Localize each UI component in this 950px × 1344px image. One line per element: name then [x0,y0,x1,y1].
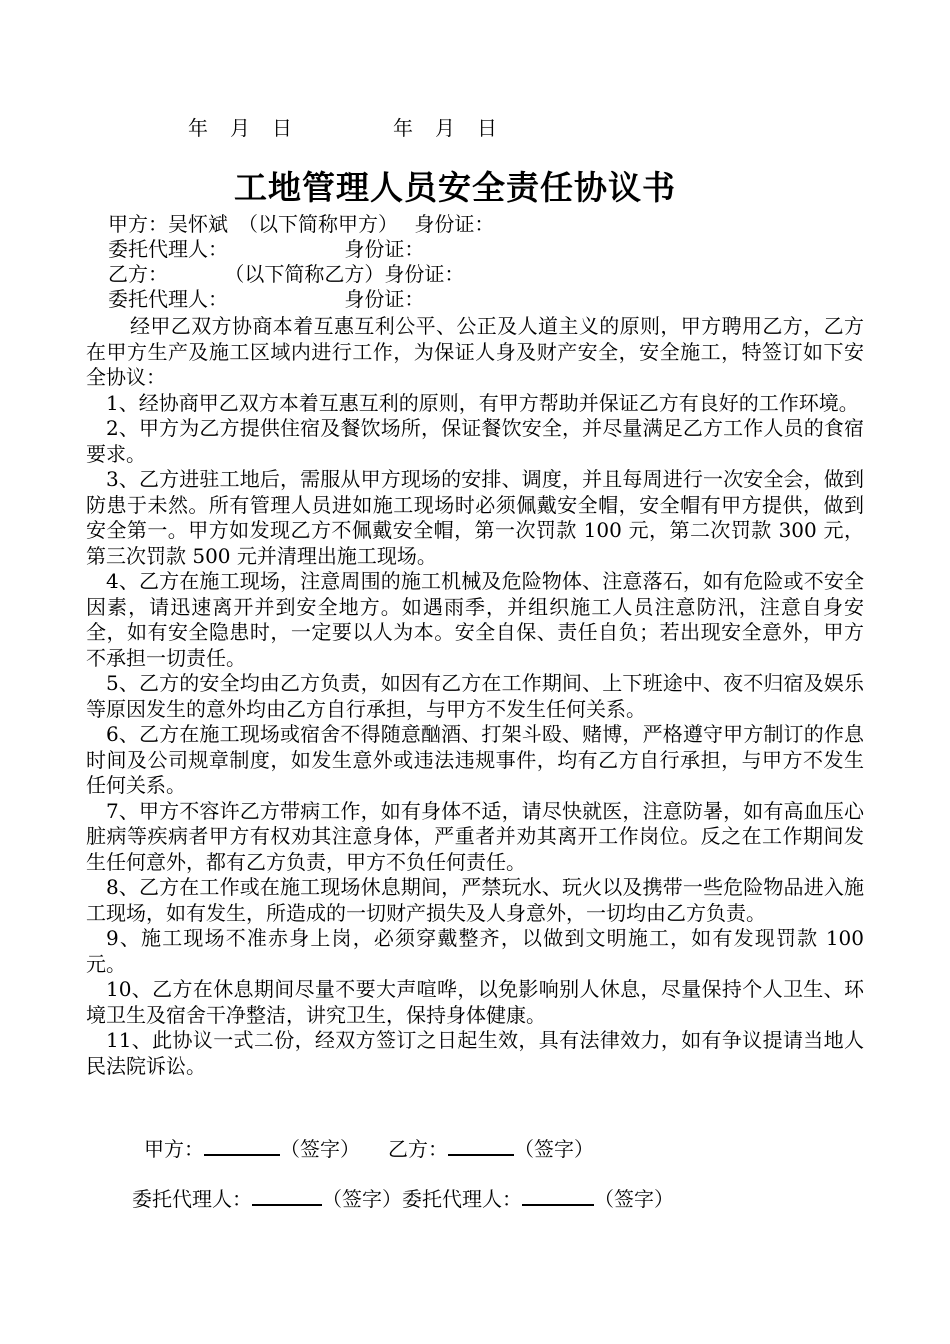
date-right: 年 月 日 [393,116,498,140]
clause-6: 6、乙方在施工现场或宿舍不得随意酗酒、打架斗殴、赌博，严格遵守甲方制订的作息时间及公司规章制度，如发生意外或违法违规事件，均有乙方自行承担，与甲方不发生任何关系。 [86,722,864,797]
agent-1-line: 委托代理人： 身份证： [108,237,425,261]
clause-5: 5、乙方的安全均由乙方负责，如因有乙方在工作期间、上下班途中、夜不归宿及娱乐等原因发生的意外均由乙方自行承担，与甲方不发生任何关系。 [86,671,864,721]
party-a-line: 甲方：吴怀斌 （以下简称甲方） 身份证： [108,212,495,236]
clause-8: 8、乙方在工作或在施工现场休息期间，严禁玩水、玩火以及携带一些危险物品进入施工现场，如有发生，所造成的一切财产损失及人身意外，一切均由乙方负责。 [86,875,864,925]
party-b-sign-blank[interactable] [448,1136,514,1156]
party-b-sign-label: 乙方： [388,1137,448,1161]
clause-7: 7、甲方不容许乙方带病工作，如有身体不适，请尽快就医，注意防暑，如有高血压心脏病等疾病者甲方有权劝其注意身体，严重者并劝其离开工作岗位。反之在工作期间发生任何意外，都有乙方负责，甲方不负任何责任。 [86,798,864,874]
agent-2-sign-note: （签字） [594,1187,674,1211]
agent-2-sign-blank[interactable] [522,1186,594,1206]
clause-11: 11、此协议一式二份，经双方签订之日起生效，具有法律效力，如有争议提请当地人民法院诉讼。 [86,1028,864,1078]
party-a-sign-label: 甲方： [144,1137,204,1161]
agent-1-sign-note: （签字） [322,1187,402,1211]
clause-9: 9、施工现场不准赤身上岗，必须穿戴整齐，以做到文明施工，如有发现罚款 100 元。 [86,926,864,976]
signature-row-agents [132,1183,674,1212]
clause-4: 4、乙方在施工现场，注意周围的施工机械及危险物体、注意落石，如有危险或不安全因素，请迅速离开并到安全地方。如遇雨季，并组织施工人员注意防汛，注意自身安全，如有安全隐患时，一定要以人为本。安全自保、责任自负；若出现安全意外，甲方不承担一切责任。 [86,569,864,670]
clause-1: 1、经协商甲乙双方本着互惠互利的原则，有甲方帮助并保证乙方有良好的工作环境。 [106,390,859,415]
agent-2-sign-label: 委托代理人： [402,1187,522,1211]
agent-1-sign-blank[interactable] [252,1186,322,1206]
clause-2: 2、甲方为乙方提供住宿及餐饮场所，保证餐饮安全，并尽量满足乙方工作人员的食宿要求。 [86,416,864,466]
signature-row-parties [144,1133,594,1162]
date-line [188,112,498,141]
agreement-body [86,314,864,1079]
clause-10: 10、乙方在休息期间尽量不要大声喧哗，以免影响别人休息，尽量保持个人卫生、环境卫生及宿舍干净整洁，讲究卫生，保持身体健康。 [86,977,864,1027]
document-title: 工地管理人员安全责任协议书 [234,168,676,207]
party-a-sign-blank[interactable] [204,1136,280,1156]
party-a-sign-note: （签字） [280,1137,360,1161]
clause-3: 3、乙方进驻工地后，需服从甲方现场的安排、调度，并且每周进行一次安全会，做到防患于未然。所有管理人员进如施工现场时必须佩戴安全帽，安全帽有甲方提供，做到安全第一。甲方如发现乙方不佩戴安全帽，第一次罚款 100 元，第二次罚款 300 元，第三次罚款 500 元并清理出施工现场。 [86,467,864,568]
party-b-sign-note: （签字） [514,1137,594,1161]
intro-paragraph: 经甲乙双方协商本着互惠互利公平、公正及人道主义的原则，甲方聘用乙方，乙方在甲方生产及施工区域内进行工作，为保证人身及财产安全，安全施工，特签订如下安全协议： [86,314,864,389]
agent-1-sign-label: 委托代理人： [132,1187,252,1211]
party-b-line: 乙方： （以下简称乙方）身份证： [108,262,465,286]
date-left: 年 月 日 [188,116,293,140]
agent-2-line: 委托代理人： 身份证： [108,287,425,311]
